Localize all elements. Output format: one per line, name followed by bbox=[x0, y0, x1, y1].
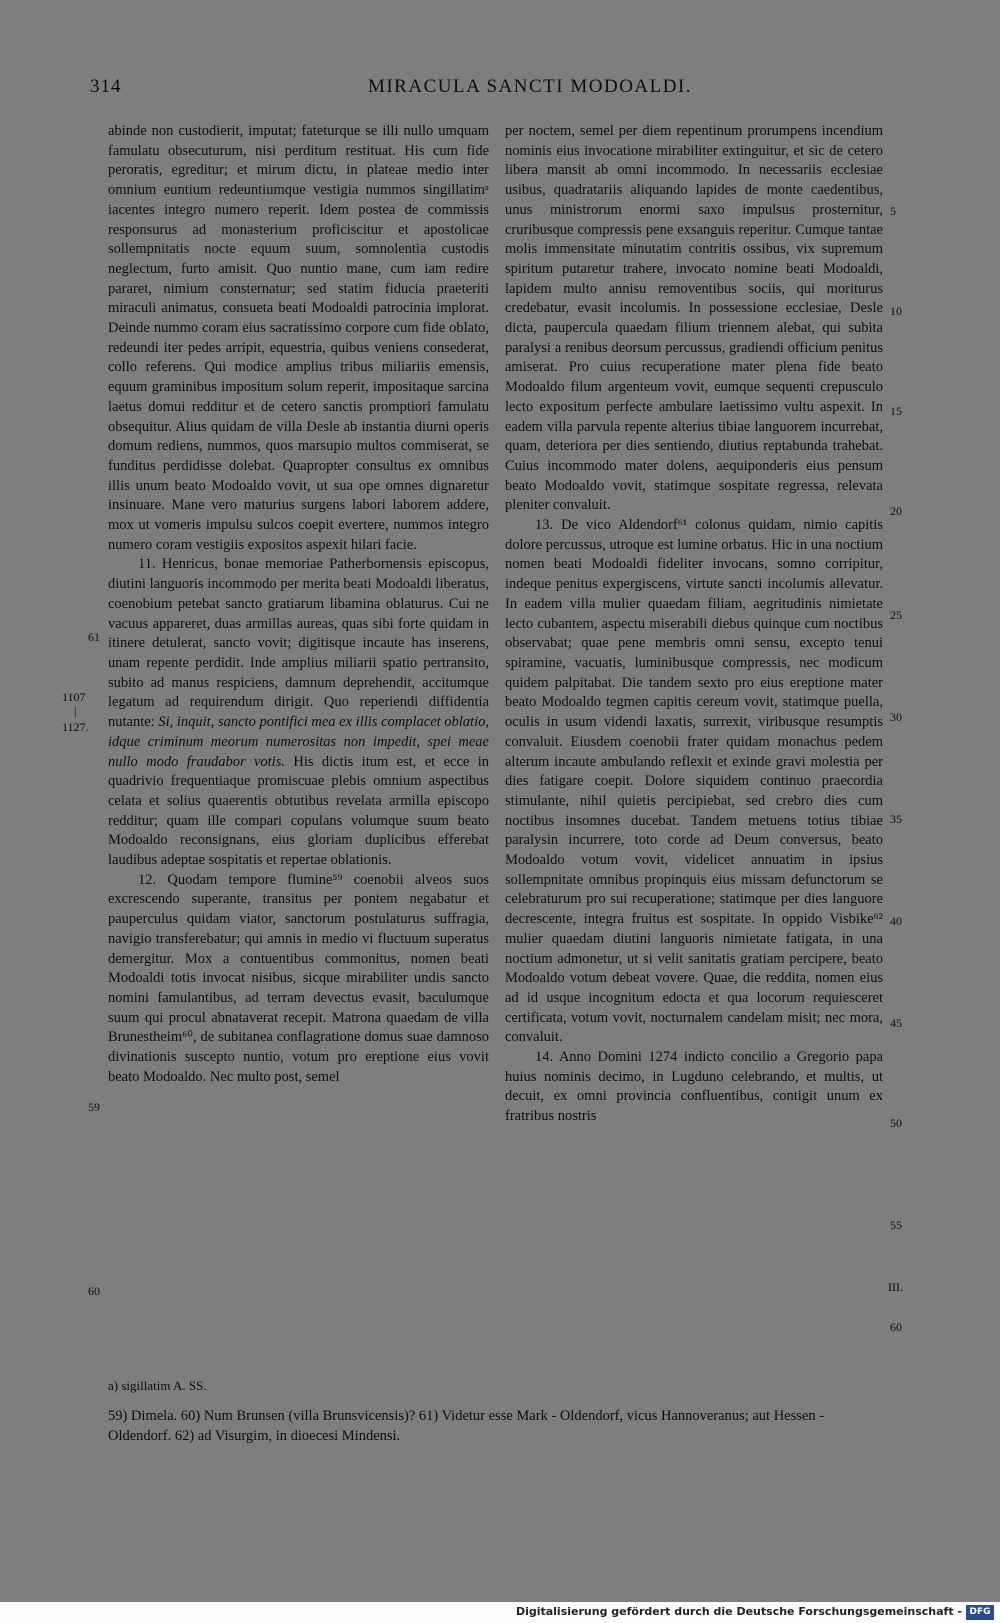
line-number-15: 15 bbox=[890, 404, 902, 418]
margin-year-1127: 1127. bbox=[62, 720, 89, 734]
paragraph-14: 14. Anno Domini 1274 indicto concilio a Gregorio papa huius nominis decimo, in Lugduno celebrando, et multis, ut decuit, ex omni provincia confluentibus, contigit unum ex fratribus nostris bbox=[505, 1049, 883, 1125]
line-number-60: 60 bbox=[890, 1320, 902, 1334]
page-title: MIRACULA SANCTI MODOALDI. bbox=[367, 76, 693, 97]
margin-note-iii: III. bbox=[888, 1280, 903, 1294]
line-number-20: 20 bbox=[890, 504, 902, 518]
margin-note-59: 59 bbox=[88, 1100, 100, 1114]
left-column bbox=[108, 122, 489, 1087]
line-number-5: 5 bbox=[890, 204, 896, 218]
line-number-55: 55 bbox=[890, 1218, 902, 1232]
paragraph-11 bbox=[108, 555, 489, 870]
line-number-35: 35 bbox=[890, 812, 902, 826]
running-head bbox=[90, 76, 900, 104]
line-number-50: 50 bbox=[890, 1116, 902, 1130]
paragraph-11-text-b: His dictis itum est, et ecce in quadrivio frequentiaque promiscuae plebis omnium aspectibus celata et solius quaerentis obtutibus revelata armilla episcopo redditur; quam ille compari copulans volumque suum beato Modoaldo reconsignans, eius gloriam duplicibus efferebat laudibus adeptae sospitatis et repertae oblationis. bbox=[108, 753, 489, 869]
page-number: 314 bbox=[90, 76, 122, 97]
paragraph-11-text-a: 11. Henricus, bonae memoriae Patherbornensis episcopus, diutini languoris incommodo per merita beati Modoaldi liberatus, coenobium petebat sancto gratiarum libamina oblaturus. Cui ne vacuus appareret, duas armillas aureas, quas sibi forte quidam in itinere detulerat, sancto vovit; digitisque incaute has inserens, unam repente perdidit. Inde amplius miliarii spatio pertransito, subito ad manus respiciens, damnum deprehendit, accitumque legatum ad requirendum dirigit. Quo reperiendi diffidentia nutante: bbox=[108, 556, 489, 731]
margin-note-61: 61 bbox=[88, 630, 100, 644]
line-number-45: 45 bbox=[890, 1016, 902, 1030]
line-number-40: 40 bbox=[890, 914, 902, 928]
line-number-10: 10 bbox=[890, 304, 902, 318]
line-number-25: 25 bbox=[890, 608, 902, 622]
dfg-logo: DFG bbox=[966, 1605, 994, 1620]
paragraph-13: 13. De vico Aldendorf⁶¹ colonus quidam, nimio capitis dolore percussus, utroque est lumine orbatus. Hic in una noctium nomen beati Modoaldi fideliter invocans, somno corripitur, indeque penitus expergiscens, virtute sancti incolumis allevatur. In eadem villa mulier quaedam filiam, aegritudinis nimietate lecto cubantem, aspectu miserabili diebus quinque cum noctibus observabat; quae pene membris omni sensu, excepto tenui spiramine, vacuatis, luminibusque compressis, nec modicum quidem palpitabat. Die tandem sexto pro eius ereptione mater beato Modoaldo tegmen capitis cereum vovit, statimque puella, oculis in usum videndi laxatis, surrexit, viribusque resumptis convaluit. Eiusdem coenobii frater quidam monachus pedem alterum incaute ambulando reflexit et exinde gravi molestia per dies fatigare coepit. Dolore siquidem continuo praecordia stimulante, nihil quietis percipiebat, sed crebro dies cum noctibus insomnes ducebat. Tandem metuens totius tibiae paralysin incurrere, toto corde ad Deum conversus, beato Modoaldo votum vovit, videlicet annuatim in ipsius sollempnitate omnibus propinquis eius missam defunctorum se celebraturum pro sui recuperatione; statimque per dies languore decrescente, integra fruitus est sospitate. In oppido Visbike⁶² mulier quaedam diutini languoris nimietate fatigata, in una noctium admonetur, ut si velit sanitatis gratiam percipere, beato Modoaldo votum debeat vovere. Quae, die reddita, nomen eius ad id usque incognitum edocta et qua locorum requiesceret certificata, votum vovit, nocturnalem candelam misit; nec mora, convaluit. bbox=[505, 517, 883, 1046]
right-text-block: per noctem, semel per diem repentinum prorumpens incendium nominis eius invocatione mirabiliter extinguitur, et sic de cetero libera mansit ab omni incommodo. In necessariis ecclesiae usibus, quadratariis aliquando lapides de monte caedentibus, unus ministrorum enormi saxo impulsus prosternitur, cruribusque compressis pene exsanguis reperitur. Cumque tantae molis immensitate minutatim contritis ossibus, vix supremum spiritum putaretur trahere, invocato nomine beati Modoaldi, lapidem multo annisu removentibus sociis, qui moriturus credebatur, evasit incolumis. In possessione ecclesiae, Desle dicta, paupercula quaedam filium triennem alebat, qui subita paralysi a renibus deorsum percussus, gradiendi officium penitus amiserat. Pro cuius recuperatione mater plena fide beato Modoaldo filum argenteum vovit, eumque sequenti crepusculo lecto expositum perfecte ambulare laetissimo vultu aspexit. In eadem villa parvula repente alterius tibiae languorem incurrebat, quam, deteriora per dies sentiendo, diutius reptabunda trahebat. Cuius incommodo mater dolens, aequiponderis eius pensum beato Modoaldo vovit, statimque sospitate regressa, relevata pleniter convaluit. bbox=[505, 123, 883, 514]
right-column bbox=[505, 122, 883, 1127]
paragraph-11-quote: Si, inquit, sancto pontifici mea ex illis complacet oblatio, idque criminum meorum numerositas non impedit, spei meae nullo modo fraudabor votis. bbox=[108, 714, 489, 770]
margin-bar: | bbox=[74, 704, 77, 718]
paragraph-12: 12. Quodam tempore flumine⁵⁹ coenobii alveos suos excrescendo superante, transitus per pontem negabatur et pauperculus quidam viator, sanctorum postulaturus suffragia, navigio transferebatur; qui amnis in medio vi fluctuum superatus demergitur. Mox a contuentibus commonitus, nomen beati Modoaldi totis invocat nisibus, sicque mirabiliter undis sancto nomini famulantibus, ad terram devectus evasit, baculumque suum qui procul abnataverat recepit. Matrona quaedam de villa Brunestheim⁶⁰, de subitanea conflagratione domus suae damnoso divinationis suscepto nuntio, votum pro ereptione eius vovit beato Modoaldo. Nec multo post, semel bbox=[108, 871, 489, 1085]
footnote-a: a) sigillatim A. SS. bbox=[108, 1378, 207, 1393]
endnotes: 59) Dimela. 60) Num Brunsen (villa Brunsvicensis)? 61) Videtur esse Mark - Oldendorf, vicus Hannoveranus; aut Hessen - Oldendorf. 62) ad Visurgim, in dioecesi Mindensi. bbox=[108, 1408, 825, 1444]
left-text-block: abinde non custodierit, imputat; fateturque se illi nullo umquam famulatu obsecuturum, nisi perditum restituat. His cum fide peroratis, egreditur; et mirum dictu, in plateae medio inter omnium euntium redeuntiumque vestigia nummos singillatimᵃ iacentes integro numero reperit. Idem postea de commissis responsurus ad monasterium proficiscitur et apostolicae sollempnitatis nocte equum suum, somnolentia custodis neglectum, furto amisit. Quo nuntio mane, cum iam redire pararet, nimium consternatur; sed statim fiducia praeteriti miraculi animatus, consueta beati Modoaldi patrocinia implorat. Deinde nummo coram eius sacratissimo corpore cum fide oblato, redeundi iter pedes arripit, equestria, quibus veniens consederat, collo referens. Qui modice amplius tribus miliariis emensis, equum graminibus impositum solum reperit, impositaque sarcina laetus domui redditur et de cetero sanctis promptiori famulatu obsequitur. Alius quidam de villa Desle ab instantia diurni operis domum rediens, nummos, quos marsupio multos commiserat, se funditus perdidisse dolebat. Quapropter consultus ex omnibus illis unum beato Modoaldo vovit, ut sua ope omnes dignaretur insinuare. Mane vero maturius surgens labori laborem addere, mox ut vomeris impulsu sulcos coepit evertere, nummos integro numero coram vestigiis expositos aspexit hilari facie. bbox=[108, 123, 489, 553]
footer-bar bbox=[0, 1602, 1000, 1623]
margin-year-1107: 1107 bbox=[62, 690, 86, 704]
margin-note-60: 60 bbox=[88, 1284, 100, 1298]
funding-note: Digitalisierung gefördert durch die Deutsche Forschungsgemeinschaft - bbox=[515, 1605, 962, 1618]
line-number-30: 30 bbox=[890, 710, 902, 724]
